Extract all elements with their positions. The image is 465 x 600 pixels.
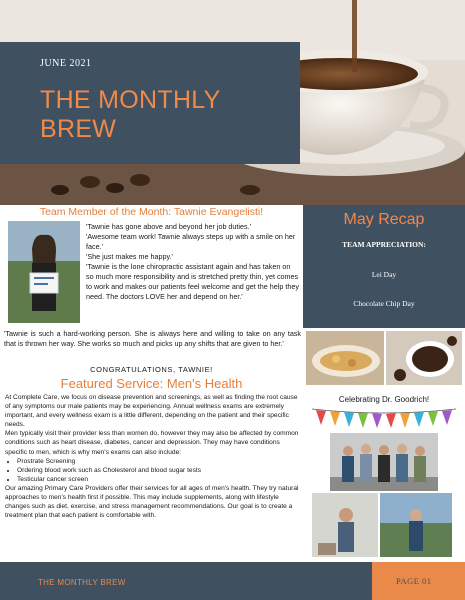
team-member-quotes (86, 222, 299, 302)
team-member-heading: Team Member of the Month: Tawnie Evangelisti! (39, 206, 264, 218)
mens-health-paragraph-3: Our amazing Primary Care Providers offer their services for all ages of men's health. They try natural approaches to men's health first if possible. This may include supplements, along with lifestyle changes such as diet, exercise, and stress management recommendations. Our goal is to create a treatment plan that each patient is comfortable with. (5, 484, 299, 520)
team-member-photo (8, 221, 80, 323)
birthday-bunting-icon (312, 407, 456, 431)
mens-health-list (17, 457, 301, 484)
header-hero-image (0, 0, 465, 205)
mens-health-body (5, 393, 301, 520)
mens-health-paragraph-2: Men typically visit their provider less than women do, however they may also be affected by common conditions such as heart disease, diabetes, cancer and depression. They may have conditions specific to men, which is why men's exams can also include: (5, 430, 299, 456)
list-item: • Testicular cancer screen (17, 475, 301, 484)
recap-title: May Recap (343, 211, 425, 228)
issue-date: JUNE 2021 (40, 58, 92, 69)
title-block (0, 42, 300, 164)
footer-title-band (0, 562, 372, 600)
page-number: PAGE 01 (396, 576, 432, 586)
list-item: • Prostrate Screening (17, 457, 301, 466)
newsletter-title: THE MONTHLY BREW (40, 86, 221, 143)
celebration-photo-left (312, 493, 378, 557)
quote-3: 'She just makes me happy.' (86, 252, 173, 261)
list-item: • Ordering blood work such as Cholesterol and blood sugar tests (17, 466, 301, 475)
footer (0, 562, 465, 600)
lei-day-food-photo (306, 331, 384, 385)
may-recap-panel (303, 205, 465, 328)
quote-1: 'Tawnie has gone above and beyond her job duties.' (86, 222, 251, 231)
quote-5: 'Tawnie is such a hard-working person. She is always here and willing to take on any task that is thrown her way. She works so much and picks up any shifts that are given to her.' (4, 329, 301, 348)
mens-health-paragraph-1: At Complete Care, we focus on disease prevention and screenings, as well as finding the root cause of any symptoms our male patients may be experiencing. Annual wellness exams are extremely important, and every wellness exam is a little different, depending on the patient and their specific needs. (5, 394, 298, 429)
page-number-band (372, 562, 465, 600)
recap-item-lei-day: Lei Day (371, 270, 397, 279)
celebration-photo-right (380, 493, 452, 557)
chocolate-chip-photo (386, 331, 462, 385)
quote-2: 'Awesome team work! Tawnie always steps up with a smile on her face.' (86, 232, 296, 251)
celebration-caption: Celebrating Dr. Goodrich! (338, 395, 430, 404)
featured-service-heading: Featured Service: Men's Health (60, 376, 243, 391)
left-column (0, 205, 303, 562)
quote-4: 'Tawnie is the lone chiropractic assistant again and has taken on so much more responsibility and is stretched pretty thin, yet comes to work and makes our patients feel welcome and get the help they need. The doctors LOVE her and depend on her.' (86, 262, 299, 301)
recap-subtitle: TEAM APPRECIATION: (342, 240, 426, 249)
team-group-photo (330, 433, 438, 491)
footer-title: THE MONTHLY BREW (38, 578, 126, 587)
congratulations-text: CONGRATULATIONS, TAWNIE! (90, 365, 213, 374)
recap-item-chocolate-chip-day: Chocolate Chip Day (353, 299, 415, 308)
celebration-section (306, 387, 462, 562)
